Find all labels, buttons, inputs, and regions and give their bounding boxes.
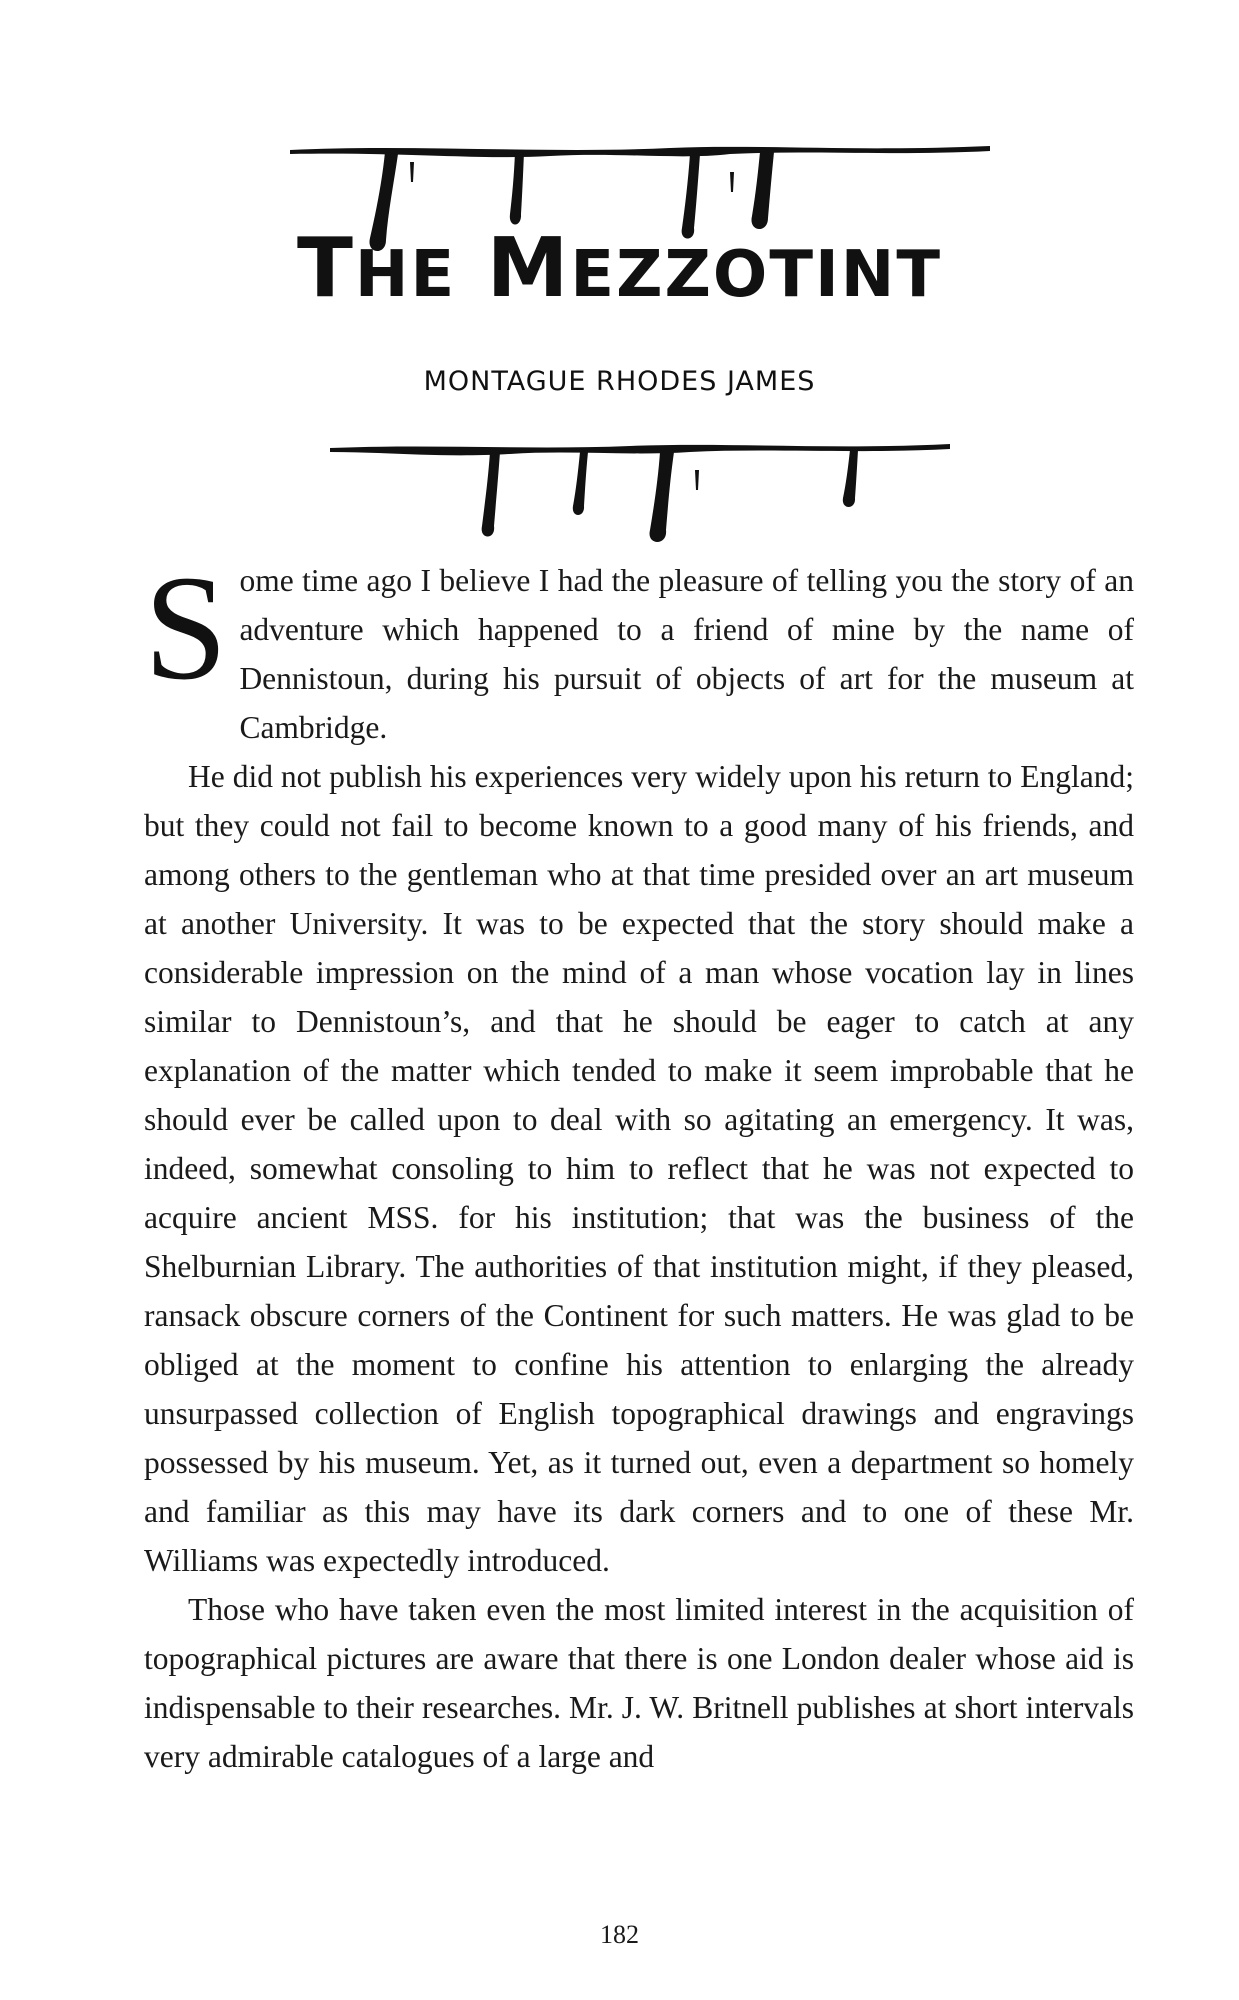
title-initial-m: M xyxy=(486,221,571,316)
title-rest-he: HE xyxy=(354,238,457,312)
story-body xyxy=(144,545,1134,1781)
paragraph-3: Those who have taken even the most limited interest in the acquisition of topographical pictures are aware that there is one London dealer whose aid is indispensable to their researches. Mr. J. W. Britnell publishes at short intervals very admirable catalogues of a large and xyxy=(144,1592,1134,1774)
bottom-drip-ornament-icon xyxy=(330,440,950,550)
title-initial-t: T xyxy=(296,221,355,316)
drop-cap: S xyxy=(144,545,228,711)
page-number: 182 xyxy=(600,1920,639,1949)
paragraph-1-text: ome time ago I believe I had the pleasure of telling you the story of an adventure which happened to a friend of mine by the name of Dennistoun, during his pursuit of objects of art for the museum at Cambridge. xyxy=(239,563,1134,745)
title-rest-ezzotint: EZZOTINT xyxy=(570,238,942,312)
author-name: MONTAGUE RHODES JAMES xyxy=(423,366,816,397)
paragraph-2: He did not publish his experiences very widely upon his return to England; but they could not fail to become known to a good many of his friends, and among others to the gentleman who at that time presided over an art museum at another University. It was to be expected that the story should make a considerable impression on the mind of a man whose vocation lay in lines similar to Dennistoun’s, and that he should be eager to catch at any explanation of the matter which tended to make it seem improbable that he should ever be called upon to deal with so agitating an emergency. It was, indeed, somewhat consoling to him to reflect that he was not expected to acquire ancient MSS. for his institution; that was the business of the Shelburnian Library. The authorities of that institution might, if they pleased, ransack obscure corners of the Continent for such matters. He was glad to be obliged at the moment to confine his attention to enlarging the already unsurpassed collection of English topographical drawings and engravings possessed by his museum. Yet, as it turned out, even a department so homely and familiar as this may have its dark corners and to one of these Mr. Williams was expectedly introduced. xyxy=(144,759,1134,1578)
paragraph-1 xyxy=(144,545,1134,752)
story-title xyxy=(0,221,1239,316)
